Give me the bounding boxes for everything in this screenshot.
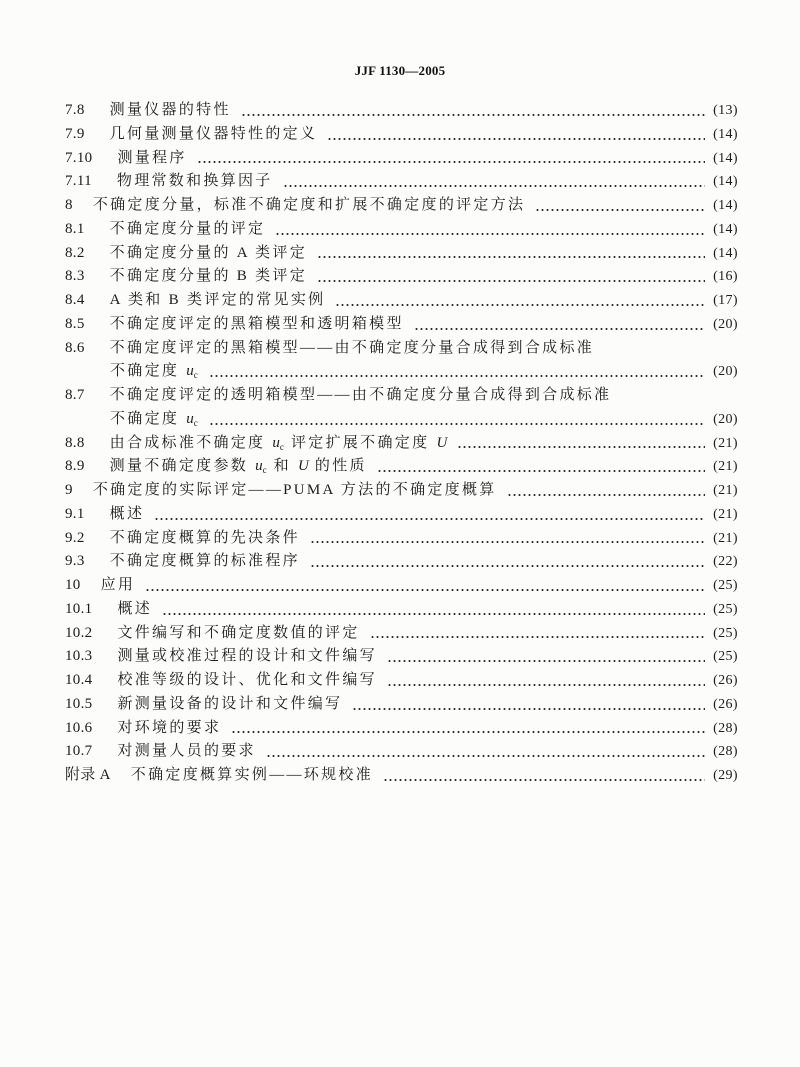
toc-entry: [65, 740, 738, 764]
dot-leader: [241, 114, 705, 116]
toc-entry-page-number: (26): [713, 696, 738, 712]
toc-entry-page-number: (28): [713, 720, 738, 736]
toc-entry-page-number: (25): [713, 649, 738, 665]
toc-entry-continuation: [65, 360, 738, 384]
toc-entry: [65, 170, 738, 194]
dot-leader: [457, 446, 705, 448]
title-text: 概述: [109, 505, 145, 522]
toc-entry: [65, 99, 738, 123]
toc-entry-title: [110, 527, 300, 551]
math-variable: u: [186, 363, 194, 380]
toc-entry-number: 7.10: [65, 149, 93, 166]
toc-entry-title: [110, 337, 594, 361]
dot-leader: [231, 731, 705, 733]
toc-entry-title-continued: [110, 360, 199, 384]
dot-leader: [275, 233, 705, 235]
dot-leader: [162, 613, 705, 615]
toc-entry-page-number: (21): [713, 483, 738, 498]
title-text: 不确定度分量的评定: [109, 220, 266, 237]
toc-entry-page-number: (21): [713, 530, 738, 546]
title-text: 测量或校准过程的设计和文件编写: [117, 648, 377, 665]
toc-entry: [65, 194, 738, 218]
toc-entry-number: 7.9: [65, 125, 85, 142]
toc-entry-title: [110, 313, 404, 337]
dot-leader: [145, 589, 705, 591]
title-text: 物理常数和换算因子: [116, 173, 273, 190]
toc-entry: [65, 574, 738, 598]
math-subscript: c: [262, 465, 267, 476]
title-text: 文件编写和不确定度数值的评定: [117, 624, 360, 641]
toc-entry-page-number: (21): [713, 459, 738, 475]
toc-entry-number: 附录 A: [65, 767, 111, 783]
dot-leader: [283, 185, 705, 187]
toc-entry-number: 10.7: [65, 743, 93, 760]
title-text: 不确定度评定的透明箱模型——由不确定度分量合成得到合成标准: [109, 387, 612, 403]
dot-leader: [507, 494, 705, 496]
toc-entry-page-number: (13): [713, 103, 738, 118]
toc-entry-title: [117, 740, 255, 764]
toc-entry-number: 8.2: [65, 244, 85, 261]
toc-entry-page-number: (14): [713, 221, 738, 237]
toc-entry-title: [110, 265, 307, 289]
math-subscript: c: [279, 441, 284, 452]
toc-entry-title: [110, 123, 318, 147]
toc-entry: [65, 669, 738, 693]
toc-entry: [65, 479, 738, 503]
title-text: 对测量人员的要求: [117, 743, 256, 760]
math-variable: U: [436, 434, 448, 451]
toc-entry: [65, 527, 738, 551]
dot-leader: [387, 684, 705, 686]
toc-entry: [65, 550, 738, 574]
toc-entry-continuation: [65, 408, 738, 432]
toc-entry-page-number: (17): [713, 293, 738, 308]
dot-leader: [310, 541, 705, 543]
title-text: 几何量测量仪器特性的定义: [109, 125, 318, 142]
toc-entry-title: [110, 242, 307, 266]
dot-leader: [535, 209, 705, 211]
title-text: 不确定度分量的 B 类评定: [109, 268, 308, 285]
toc-entry-number: 9.1: [65, 505, 85, 522]
document-code-header: JJF 1130—2005: [354, 63, 446, 78]
table-of-contents: [65, 99, 738, 788]
toc-entry-page-number: (25): [713, 578, 738, 593]
dot-leader: [209, 423, 705, 425]
toc-entry-page-number: (25): [713, 625, 738, 641]
title-text: 对环境的要求: [117, 719, 222, 736]
toc-entry-number: 10.2: [65, 624, 93, 641]
title-text: 测量程序: [117, 149, 187, 166]
dot-leader: [310, 565, 705, 567]
toc-entry-number: 9.2: [65, 529, 85, 546]
title-text: 应用: [100, 577, 136, 593]
dot-leader: [370, 636, 705, 638]
dot-leader: [387, 660, 705, 662]
dot-leader: [209, 375, 705, 377]
toc-entry-number: 10.5: [65, 695, 93, 712]
toc-entry: [65, 337, 738, 361]
title-text: 不确定度: [110, 410, 186, 427]
toc-entry-page-number: (20): [713, 411, 738, 427]
title-text: 校准等级的设计、优化和文件编写: [117, 672, 377, 688]
toc-entry: [65, 218, 738, 242]
title-text: 不确定度评定的黑箱模型——由不确定度分量合成得到合成标准: [109, 339, 595, 356]
toc-entry-page-number: (14): [713, 126, 738, 142]
toc-entry: [65, 503, 738, 527]
toc-entry: [65, 242, 738, 266]
dot-leader: [327, 138, 705, 140]
dot-leader: [414, 328, 705, 330]
toc-entry-page-number: (26): [713, 673, 738, 688]
title-text: 和: [267, 458, 298, 475]
toc-entry-title: [93, 479, 497, 503]
toc-entry: [65, 764, 738, 788]
toc-entry-number: 10.4: [65, 672, 93, 688]
math-subscript: c: [193, 370, 198, 381]
toc-entry-title: [110, 503, 145, 527]
toc-entry: [65, 147, 738, 171]
math-subscript: c: [193, 417, 198, 428]
toc-entry-number: 9.3: [65, 553, 85, 570]
dot-leader: [154, 518, 705, 520]
math-variable: u: [186, 410, 194, 427]
dot-leader: [383, 779, 705, 781]
toc-entry-title: [110, 550, 300, 574]
toc-entry-page-number: (20): [713, 364, 738, 380]
toc-entry-title: [117, 598, 152, 622]
toc-entry-title: [131, 764, 373, 788]
toc-entry-page-number: (25): [713, 601, 738, 617]
toc-entry-title: [110, 218, 266, 242]
toc-entry-number: 7.8: [65, 102, 85, 118]
toc-entry-page-number: (14): [713, 198, 738, 213]
title-text: 不确定度: [110, 363, 186, 380]
title-text: 不确定度概算实例——环规校准: [130, 767, 373, 783]
toc-entry: [65, 455, 738, 479]
title-text: 不确定度分量的 A 类评定: [109, 244, 308, 261]
toc-entry-title: [117, 147, 186, 171]
toc-entry: [65, 289, 738, 313]
toc-entry-title: [110, 289, 326, 313]
toc-entry-number: 8.8: [65, 434, 85, 451]
toc-entry-title: [93, 194, 526, 218]
toc-entry: [65, 622, 738, 646]
toc-entry-page-number: (21): [713, 435, 738, 451]
title-text: 不确定度概算的先决条件: [109, 529, 300, 546]
toc-entry-title-continued: [110, 408, 199, 432]
toc-entry-page-number: (14): [713, 245, 738, 261]
toc-entry-title: [110, 432, 448, 456]
toc-entry: [65, 384, 738, 408]
toc-entry-title: [117, 170, 273, 194]
toc-entry-page-number: (16): [713, 269, 738, 285]
toc-entry-number: 7.11: [65, 173, 92, 190]
toc-entry-title: [110, 455, 367, 479]
toc-entry: [65, 265, 738, 289]
toc-entry-number: 10.1: [65, 600, 93, 617]
toc-entry: [65, 432, 738, 456]
toc-entry-title: [117, 693, 342, 717]
toc-entry-number: 8.4: [65, 292, 85, 308]
dot-leader: [197, 161, 705, 163]
title-text: 不确定度的实际评定——PUMA 方法的不确定度概算: [92, 482, 497, 498]
dot-leader: [335, 304, 705, 306]
toc-entry-title: [117, 717, 221, 741]
toc-entry-number: 8.6: [65, 339, 85, 356]
toc-entry: [65, 598, 738, 622]
title-text: 概述: [117, 600, 153, 617]
toc-entry-number: 9: [65, 482, 73, 498]
title-text: 不确定度分量，标准不确定度和扩展不确定度的评定方法: [92, 197, 526, 213]
toc-entry: [65, 313, 738, 337]
toc-entry-title: [117, 669, 377, 693]
title-text: 测量不确定度参数: [109, 458, 255, 475]
title-text: 不确定度评定的黑箱模型和透明箱模型: [109, 315, 404, 332]
toc-entry-number: 8.1: [65, 220, 85, 237]
title-text: 不确定度概算的标准程序: [109, 553, 300, 570]
toc-entry-page-number: (29): [713, 768, 738, 783]
math-variable: u: [272, 434, 280, 451]
toc-entry-number: 10: [65, 577, 81, 593]
title-text: 由合成标准不确定度: [109, 434, 272, 451]
toc-entry: [65, 645, 738, 669]
toc-entry-number: 8.9: [65, 458, 85, 475]
toc-entry-number: 8.5: [65, 315, 85, 332]
toc-entry-page-number: (20): [713, 316, 738, 332]
title-text: 测量仪器的特性: [109, 102, 231, 118]
toc-entry-number: 8: [65, 197, 73, 213]
dot-leader: [377, 470, 705, 472]
toc-entry-page-number: (21): [713, 506, 738, 522]
toc-entry: [65, 717, 738, 741]
title-text: 的性质: [308, 458, 367, 475]
math-variable: u: [255, 458, 263, 475]
math-variable: U: [298, 458, 309, 475]
toc-entry-page-number: (28): [713, 744, 738, 760]
toc-entry-number: 8.3: [65, 268, 85, 285]
dot-leader: [266, 755, 705, 757]
toc-entry: [65, 123, 738, 147]
dot-leader: [352, 708, 705, 710]
title-text: A 类和 B 类评定的常见实例: [109, 292, 326, 308]
toc-entry-title: [117, 622, 359, 646]
title-text: 新测量设备的设计和文件编写: [117, 695, 343, 712]
toc-entry-number: 8.7: [65, 387, 85, 403]
toc-entry-page-number: (14): [713, 150, 738, 166]
toc-entry-page-number: (22): [713, 554, 738, 570]
toc-entry-title: [110, 99, 231, 123]
dot-leader: [317, 280, 705, 282]
toc-entry-page-number: (14): [713, 174, 738, 190]
title-text: 评定扩展不确定度: [284, 434, 436, 451]
dot-leader: [317, 256, 705, 258]
toc-entry-number: 10.6: [65, 719, 93, 736]
toc-entry-title: [101, 574, 136, 598]
toc-entry: [65, 693, 738, 717]
toc-entry-number: 10.3: [65, 648, 93, 665]
toc-entry-title: [110, 384, 612, 408]
toc-entry-title: [117, 645, 377, 669]
